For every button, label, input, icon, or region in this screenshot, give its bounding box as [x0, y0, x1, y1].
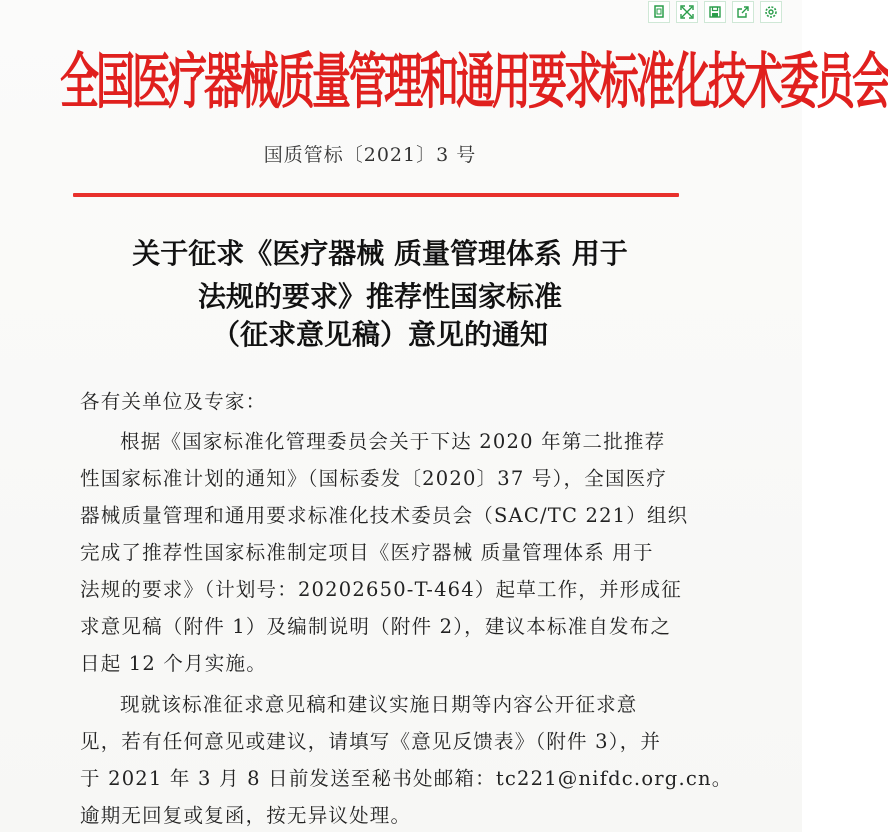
body-line: 法规的要求》（计划号：20202650-T-464）起草工作，并形成征 [80, 578, 682, 601]
expand-icon [680, 5, 694, 19]
save-icon [708, 5, 722, 19]
body-line: 根据《国家标准化管理委员会关于下达 2020 年第二批推荐 [120, 430, 666, 453]
salutation: 各有关单位及专家： [80, 390, 267, 413]
notice-title-line-2: 法规的要求》推荐性国家标准 [197, 280, 562, 313]
settings-button[interactable] [760, 1, 782, 23]
body-line: 日起 12 个月实施。 [80, 652, 267, 675]
notice-title-line-1: 关于征求《医疗器械 质量管理体系 用于 [132, 237, 628, 270]
body-line: 于 2021 年 3 月 8 日前发送至秘书处邮箱：tc221@nifdc.org.cn。 [80, 767, 733, 790]
copy-icon [652, 5, 666, 19]
body-line: 完成了推荐性国家标准制定项目《医疗器械 质量管理体系 用于 [80, 541, 654, 564]
share-button[interactable] [732, 1, 754, 23]
expand-button[interactable] [676, 1, 698, 23]
document-number: 国质管标〔2021〕3 号 [263, 144, 477, 166]
settings-icon [764, 5, 778, 19]
viewer-toolbar [648, 0, 782, 24]
body-line: 性国家标准计划的通知》（国标委发〔2020〕37 号），全国医疗 [80, 467, 668, 490]
body-line: 求意见稿（附件 1）及编制说明（附件 2），建议本标准自发布之 [80, 615, 672, 638]
red-divider [73, 193, 679, 197]
issuing-organization: 全国医疗器械质量管理和通用要求标准化技术委员会 [60, 47, 888, 118]
body-line: 器械质量管理和通用要求标准化技术委员会（SAC/TC 221）组织 [80, 504, 689, 527]
body-line: 见，若有任何意见或建议，请填写《意见反馈表》（附件 3），并 [80, 730, 662, 753]
save-button[interactable] [704, 1, 726, 23]
body-line: 现就该标准征求意见稿和建议实施日期等内容公开征求意 [120, 693, 638, 716]
copy-button[interactable] [648, 1, 670, 23]
body-line: 逾期无回复或复函，按无异议处理。 [80, 804, 412, 827]
notice-title-line-3: （征求意见稿）意见的通知 [211, 318, 548, 351]
share-icon [736, 5, 750, 19]
